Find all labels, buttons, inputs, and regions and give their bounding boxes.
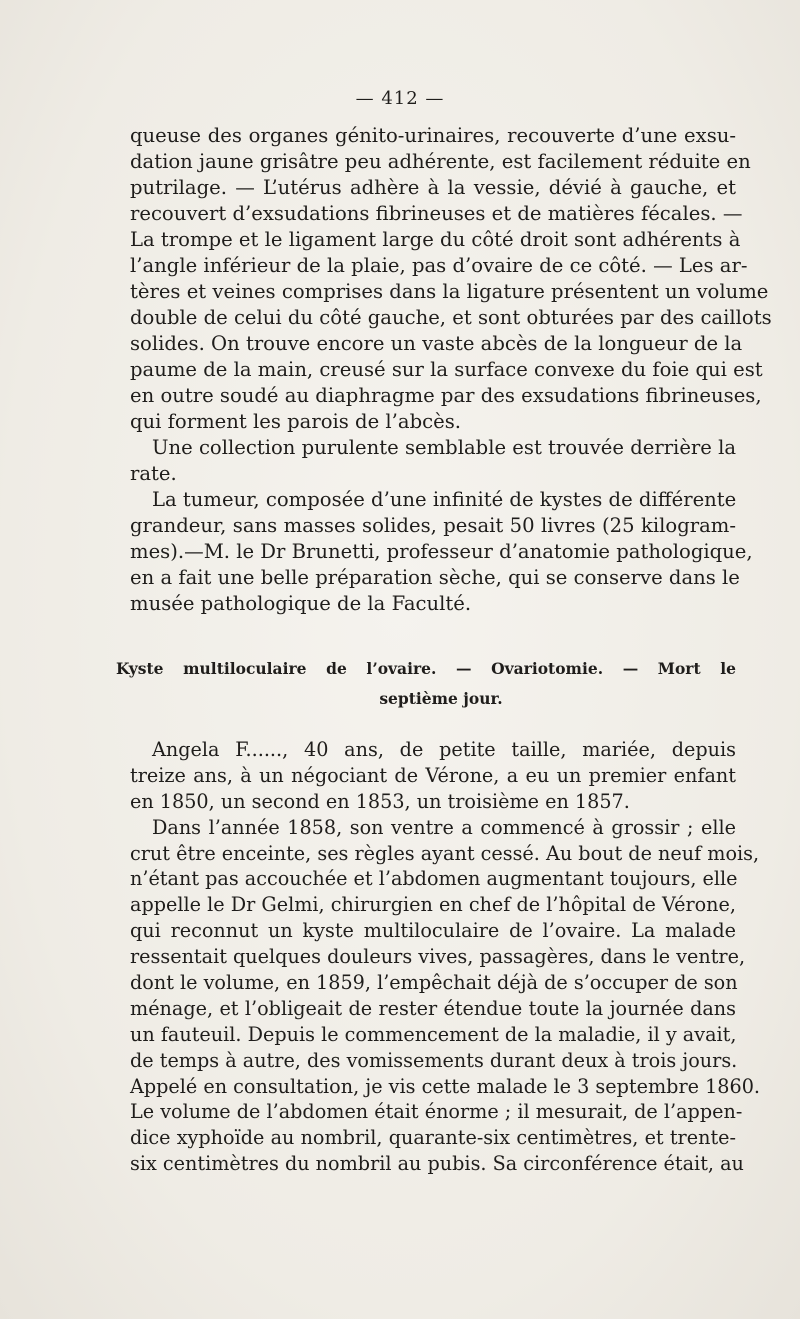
heading-line-2: septième jour. [379, 689, 503, 708]
text-line: paume de la main, creusé sur la surface convexe du foie qui est [130, 358, 763, 381]
text-line: ressentait quelques douleurs vives, passagères, dans le ventre, [130, 945, 746, 969]
text-line: rate. [130, 462, 177, 485]
text-line: Le volume de l’abdomen était énorme ; il mesurait, de l’appen- [130, 1100, 743, 1124]
text-line: en a fait une belle préparation sèche, qui se conserve dans le [130, 566, 740, 589]
text-block-bottom [130, 737, 761, 1177]
heading-line-1: Kyste multiloculaire de l’ovaire. — Ovariotomie. — Mort le [116, 659, 736, 678]
text-line: La trompe et le ligament large du côté droit sont adhérents à [130, 228, 741, 251]
text-line: putrilage. — L’utérus adhère à la vessie, dévié à gauche, et [130, 176, 736, 199]
text-line: queuse des organes génito-urinaires, recouverte d’une exsu- [130, 124, 736, 147]
text-line: en 1850, un second en 1853, un troisième en 1857. [130, 789, 630, 813]
text-line: mes).—M. le Dr Brunetti, professeur d’anatomie pathologique, [130, 540, 753, 563]
text-line: ménage, et l’obligeait de rester étendue toute la journée dans [130, 996, 736, 1020]
text-line: treize ans, à un négociant de Vérone, a eu un premier enfant [130, 763, 736, 787]
text-line: dation jaune grisâtre peu adhérente, est facilement réduite en [130, 150, 751, 173]
text-line: Appelé en consultation, je vis cette malade le 3 septembre 1860. [130, 1074, 761, 1098]
text-line: appelle le Dr Gelmi, chirurgien en chef de l’hôpital de Vérone, [130, 893, 736, 917]
text-line: six centimètres du nombril au pubis. Sa circonférence était, au [130, 1152, 744, 1176]
text-line: grandeur, sans masses solides, pesait 50 livres (25 kilogram- [130, 514, 736, 537]
text-line: musée pathologique de la Faculté. [130, 592, 472, 615]
text-line: l’angle inférieur de la plaie, pas d’ovaire de ce côté. — Les ar- [130, 254, 748, 277]
text-line: recouvert d’exsudations fibrineuses et de matières fécales. — [130, 202, 743, 225]
text-line: qui reconnut un kyste multiloculaire de l’ovaire. La malade [130, 919, 736, 943]
text-line: Une collection purulente semblable est trouvée derrière la [152, 436, 737, 459]
text-line: en outre soudé au diaphragme par des exsudations fibrineuses, [130, 384, 762, 407]
text-line: qui forment les parois de l’abcès. [130, 410, 461, 433]
text-line: Angela F......, 40 ans, de petite taille, mariée, depuis [152, 738, 736, 761]
text-line: dice xyphoïde au nombril, quarante-six centimètres, et trente- [130, 1126, 736, 1150]
text-line: un fauteuil. Depuis le commencement de la maladie, il y avait, [130, 1022, 737, 1046]
text-line: dont le volume, en 1859, l’empêchait déjà de s’occuper de son [130, 971, 738, 995]
section-heading [116, 654, 736, 714]
text-line: solides. On trouve encore un vaste abcès de la longueur de la [130, 332, 743, 355]
text-line: de temps à autre, des vomissements durant deux à trois jours. [130, 1048, 738, 1072]
text-line: tères et veines comprises dans la ligature présentent un volume [130, 280, 769, 303]
text-line: n’étant pas accouchée et l’abdomen augmentant toujours, elle [130, 867, 738, 891]
text-line: La tumeur, composée d’une infinité de kystes de différente [152, 488, 737, 511]
text-line: double de celui du côté gauche, et sont obturées par des caillots [130, 306, 772, 329]
page-number: — 412 — [355, 88, 445, 109]
text-line: Dans l’année 1858, son ventre a commencé à grossir ; elle [152, 815, 736, 839]
text-block-top [130, 123, 772, 617]
text-line: crut être enceinte, ses règles ayant cessé. Au bout de neuf mois, [130, 841, 760, 865]
